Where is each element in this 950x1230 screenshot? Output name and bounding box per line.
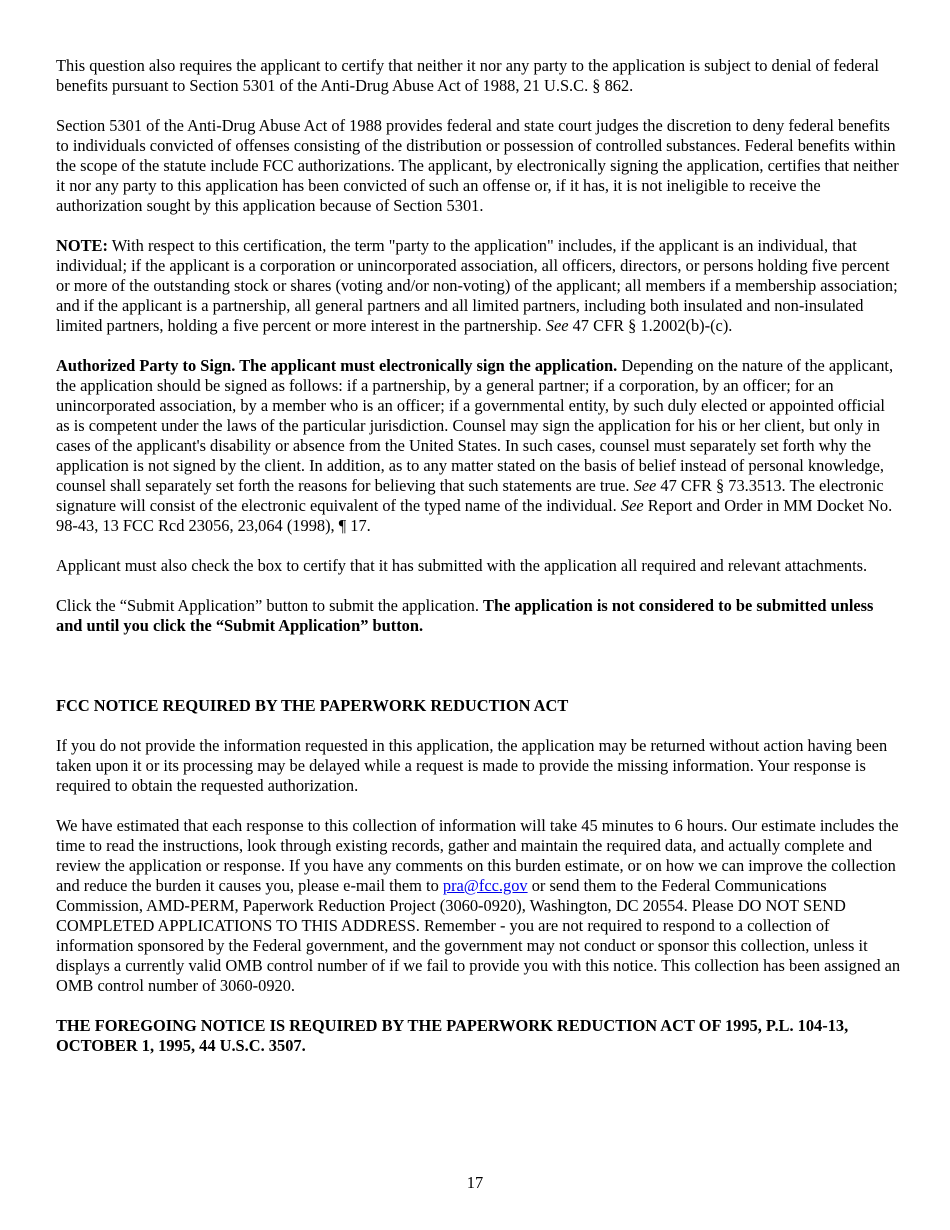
paragraph-authorized-party [56, 356, 902, 536]
submit-bold: The application is not considered to be submitted unless and until you click the “Submit Application” button. [56, 596, 874, 635]
page-number: 17 [466, 1173, 484, 1192]
paragraph-section-5301: Section 5301 of the Anti-Drug Abuse Act of 1988 provides federal and state court judges the discretion to deny federal benefits to individuals convicted of offenses consisting of the distribution or possession of controlled substances. Federal benefits within the scope of the statute include FCC authorizations. The applicant, by electronically signing the application, certifies that neither it nor any party to this application has been convicted of such an offense or, if it has, it is not ineligible to receive the authorization sought by this application because of Section 5301. [56, 116, 899, 215]
authorized-text-1: Depending on the nature of the applicant, the application should be signed as follows: if a partnership, by a general partner; if a corporation, by an officer; for an unincorporated association, by a member who is an officer; if a governmental entity, by such duly elected or appointed official as is competent under the laws of the particular jurisdiction. Counsel may sign the application for his or her client, but only in cases of the applicant's disability or absence from the United States. In such cases, counsel must separately set forth why the application is not signed by the client. In addition, as to any matter stated on the basis of belief instead of personal knowledge, counsel shall separately set forth the reasons for believing that such statements are true. [56, 356, 894, 495]
paragraph-notice-2 [56, 816, 902, 996]
notice-footer-text: THE FOREGOING NOTICE IS REQUIRED BY THE PAPERWORK REDUCTION ACT OF 1995, P.L. 104-13, OCTOBER 1, 1995, 44 U.S.C. 3507. [56, 1016, 849, 1055]
authorized-text-3: Report and Order in MM Docket No. 98-43, 13 FCC Rcd 23056, 23,064 (1998), ¶ 17. [56, 496, 893, 535]
paragraph-notice-1: If you do not provide the information requested in this application, the application may be returned without action having been taken upon it or its processing may be delayed while a request is made to provide the missing information. Your response is required to obtain the requested authorization. [56, 736, 888, 795]
authorized-emphasis: The applicant must electronically sign the application. [235, 356, 618, 375]
authorized-see-1: See [633, 476, 657, 495]
paragraph-note [56, 236, 902, 336]
notice-text-a: We have estimated that each response to this collection of information will take 45 minutes to 6 hours. Our estimate includes the time to read the instructions, look through existing records, gather and maintain the required data, and actually complete and review the application or response. If you have any comments on this burden estimate, or on how we can improve the collection and reduce the burden it causes you, please e-mail them to [56, 816, 899, 895]
notice-heading: FCC NOTICE REQUIRED BY THE PAPERWORK REDUCTION ACT [56, 696, 569, 715]
paragraph-submit [56, 596, 902, 636]
note-see: See [545, 316, 569, 335]
section-spacer [56, 656, 902, 696]
notice-text-b: or send them to the Federal Communications Commission, AMD-PERM, Paperwork Reduction Project (3060-0920), Washington, DC 20554. Please DO NOT SEND COMPLETED APPLICATIONS TO THIS ADDRESS. Remember - you are not required to respond to a collection of information sponsored by the Federal government, and the government may not conduct or sponsor this collection, unless it displays a currently valid OMB control number of if we fail to provide you with this notice. This collection has been assigned an OMB control number of 3060-0920. [56, 876, 901, 995]
authorized-label: Authorized Party to Sign. [56, 356, 236, 375]
notice-footer [56, 1016, 902, 1056]
email-link[interactable]: pra@fcc.gov [442, 876, 528, 895]
note-label: NOTE: [56, 236, 108, 255]
paragraph-denial-benefits: This question also requires the applicant to certify that neither it nor any party to the application is subject to denial of federal benefits pursuant to Section 5301 of the Anti-Drug Abuse Act of 1988, 21 U.S.C. § 862. [56, 56, 879, 95]
document-page [56, 56, 902, 1076]
paragraph-attachments: Applicant must also check the box to certify that it has submitted with the application all required and relevant attachments. [56, 556, 868, 575]
authorized-text-2: 47 CFR § 73.3513. The electronic signature will consist of the electronic equivalent of the typed name of the individual. [56, 476, 884, 515]
note-text: With respect to this certification, the term "party to the application" includes, if the applicant is an individual, that individual; if the applicant is a corporation or unincorporated association, all officers, directors, or persons holding five percent or more of the outstanding stock or shares (voting and/or non-voting) of the applicant; all members if a membership association; and if the applicant is a partnership, all general partners and all limited partners, including both insulated and non-insulated limited partners, holding a five percent or more interest in the partnership. [56, 236, 898, 335]
submit-text: Click the “Submit Application” button to submit the application. [56, 596, 484, 615]
authorized-see-2: See [620, 496, 644, 515]
note-cite: 47 CFR § 1.2002(b)-(c). [568, 316, 733, 335]
